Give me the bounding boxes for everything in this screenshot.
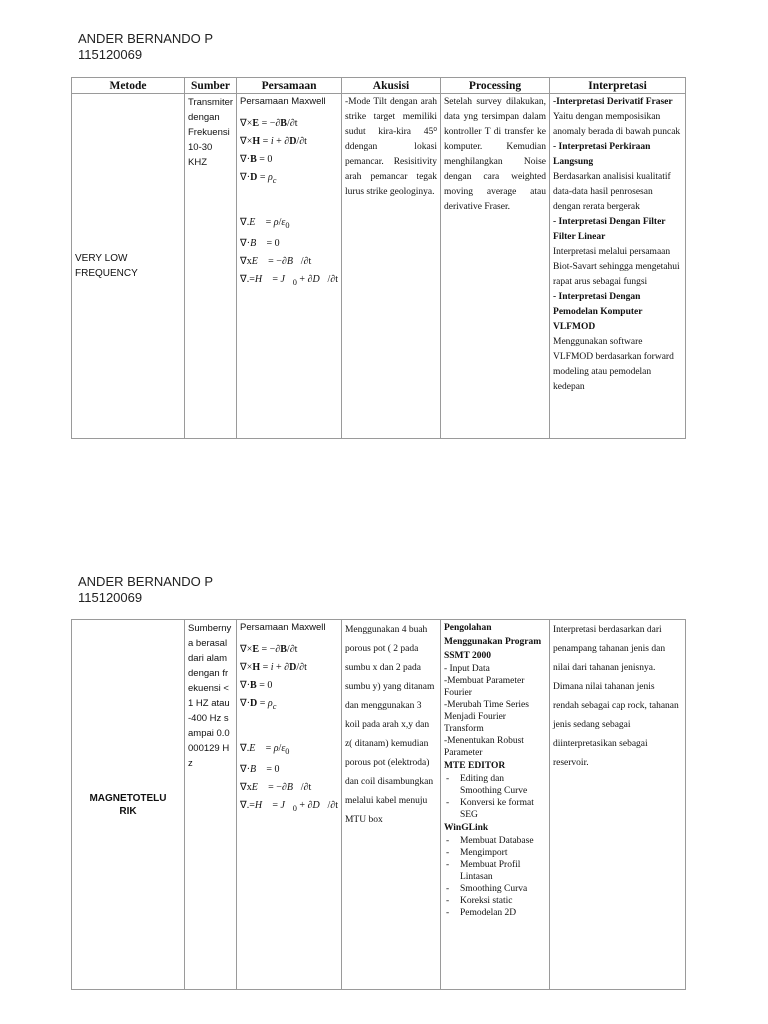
list-item: - Membuat Profil Lintasan xyxy=(460,859,546,883)
cell-sumber-mt xyxy=(185,620,237,990)
list-item: - Smoothing Curva xyxy=(460,883,546,895)
table-row-vlf xyxy=(72,94,686,439)
interp-title-3: - Interpretasi Dengan Filter Filter Linear xyxy=(553,217,666,242)
cell-akusisi-vlf xyxy=(342,94,441,439)
interp-title-1: -Interpretasi Derivatif Fraser xyxy=(553,97,673,107)
cell-interpretasi-vlf xyxy=(550,94,686,439)
persamaan-title: Persamaan Maxwell xyxy=(240,622,326,633)
winglink-title: WinGLink xyxy=(443,823,489,833)
list-item: - Editing dan Smoothing Curve xyxy=(460,773,546,797)
author-id: 115120069 xyxy=(78,590,143,605)
processing-step-4: -Menentukan Robust Parameter xyxy=(443,736,524,758)
author-name: ANDER BERNANDO P xyxy=(78,574,214,589)
method-table-1 xyxy=(71,77,686,439)
processing-step-2: -Membuat Parameter Fourier xyxy=(443,676,525,698)
cell-akusisi-mt xyxy=(341,620,440,990)
col-header-persamaan: Persamaan xyxy=(237,78,342,94)
cell-processing-vlf xyxy=(441,94,550,439)
interp-title-4: - Interpretasi Dengan Pemodelan Komputer VLFMOD xyxy=(553,292,643,332)
sumber-text: Transmiter dengan Frekuensi 10-30 KHZ xyxy=(188,97,234,168)
cell-processing-mt xyxy=(440,620,549,990)
interp-text-4: Menggunakan software VLFMOD berdasarkan forward modeling atau pemodelan kedepan xyxy=(553,337,674,392)
winglink-list xyxy=(444,835,546,919)
list-item: - Koreksi static xyxy=(460,895,546,907)
author-name: ANDER BERNANDO P xyxy=(78,31,214,46)
maxwell-equations: ∇×E = −∂B/∂t ∇×H = i + ∂D/∂t ∇·B = 0 $\nabla\cdot D = \rho_c$ ∇.E⃗ = $\rho/\varepsilon_0$ ∇·B⃗ = 0 ∇xE⃗ = −∂B⃗/∂t ∇.=H⃗ = $J⃗_0$ + ∂D⃗/∂t xyxy=(240,644,338,813)
metode-label: MAGNETOTELURIK xyxy=(89,792,167,817)
cell-sumber-vlf xyxy=(185,94,237,439)
author-header-1 xyxy=(78,31,213,63)
processing-step-1: - Input Data xyxy=(443,664,490,674)
cell-metode-mt xyxy=(72,620,185,990)
interp-text: Interpretasi berdasarkan dari penampang tahanan jenis dan nilai dari tahanan jenisnya. Dimana nilai tahanan jenis rendah sebagai cap rock, tahanan jenis sedang sebagai diinterpretasikan sebagai reservoir. xyxy=(552,625,679,768)
processing-step-3: -Merubah Time Series Menjadi Fourier Transform xyxy=(443,700,529,734)
metode-label: VERY LOW FREQUENCY xyxy=(75,253,138,279)
table-row-mt xyxy=(72,620,686,990)
cell-interpretasi-mt xyxy=(549,620,685,990)
processing-text: Setelah survey dilakukan, data yng tersimpan dalam kontroller T di transfer ke komputer. Kemudian menghilangkan Noise dengan cara weighted moving average atau derivative Fraser. xyxy=(444,97,547,212)
persamaan-title: Persamaan Maxwell xyxy=(240,96,326,107)
akusisi-text: Menggunakan 4 buah porous pot ( 2 pada sumbu x dan 2 pada sumbu y) yang ditanam dan menggunakan 3 koil pada arah x,y dan z( ditanam) kemudian porous pot (elektroda) dan coil disambungkan melalui kabel menuju MTU box xyxy=(344,625,435,825)
list-item: - Mengimport xyxy=(460,847,546,859)
author-id: 115120069 xyxy=(78,47,143,62)
interp-text-1: Yaitu dengan memposisikan anomaly berada di bawah puncak xyxy=(553,112,681,137)
list-item: - Pemodelan 2D xyxy=(460,907,546,919)
author-header-2 xyxy=(78,574,213,606)
col-header-processing: Processing xyxy=(441,78,550,94)
akusisi-text: -Mode Tilt dengan arah strike target memiliki sudut kira-kira 45⁰ ddengan lokasi pemancar. Resisitivity arah pemancar tegak lurus strike geologinya. xyxy=(345,97,438,197)
cell-metode-vlf xyxy=(72,94,185,439)
col-header-akusisi: Akusisi xyxy=(342,78,441,94)
maxwell-equations: ∇×E = −∂B/∂t ∇×H = i + ∂D/∂t ∇·B = 0 $\nabla\cdot D = \rho_c$ ∇.E⃗ = $\rho/\varepsilon_0$ ∇·B⃗ = 0 ∇xE⃗ = −∂B⃗/∂t ∇.=H⃗ = $J⃗_0$ + ∂D⃗/∂t xyxy=(240,118,339,287)
col-header-sumber: Sumber xyxy=(185,78,237,94)
list-item: - Konversi ke format SEG xyxy=(460,797,546,821)
interp-text-2: Berdasarkan analisisi kualitatif data-data hasil penrosesan dengan rerata bergerak xyxy=(553,172,671,212)
col-header-metode: Metode xyxy=(72,78,185,94)
interp-title-2: - Interpretasi Perkiraan Langsung xyxy=(553,142,651,167)
list-item: - Membuat Database xyxy=(460,835,546,847)
cell-persamaan-mt xyxy=(237,620,342,990)
table-header-row xyxy=(72,78,686,94)
cell-persamaan-vlf xyxy=(237,94,342,439)
mte-list xyxy=(444,773,546,821)
method-table-2 xyxy=(71,619,686,990)
processing-title: Pengolahan Menggunakan Program SSMT 2000 xyxy=(443,623,542,661)
interp-text-3: Interpretasi melalui persamaan Biot-Savart sehingga mengetahui rapat arus sebagai fungsi xyxy=(553,247,680,287)
sumber-text: Sumbernya berasal dari alam dengan frekuensi < 1 HZ atau -400 Hz sampai 0.0000129 Hz xyxy=(188,623,232,769)
mte-title: MTE EDITOR xyxy=(443,761,506,771)
col-header-interpretasi: Interpretasi xyxy=(550,78,686,94)
